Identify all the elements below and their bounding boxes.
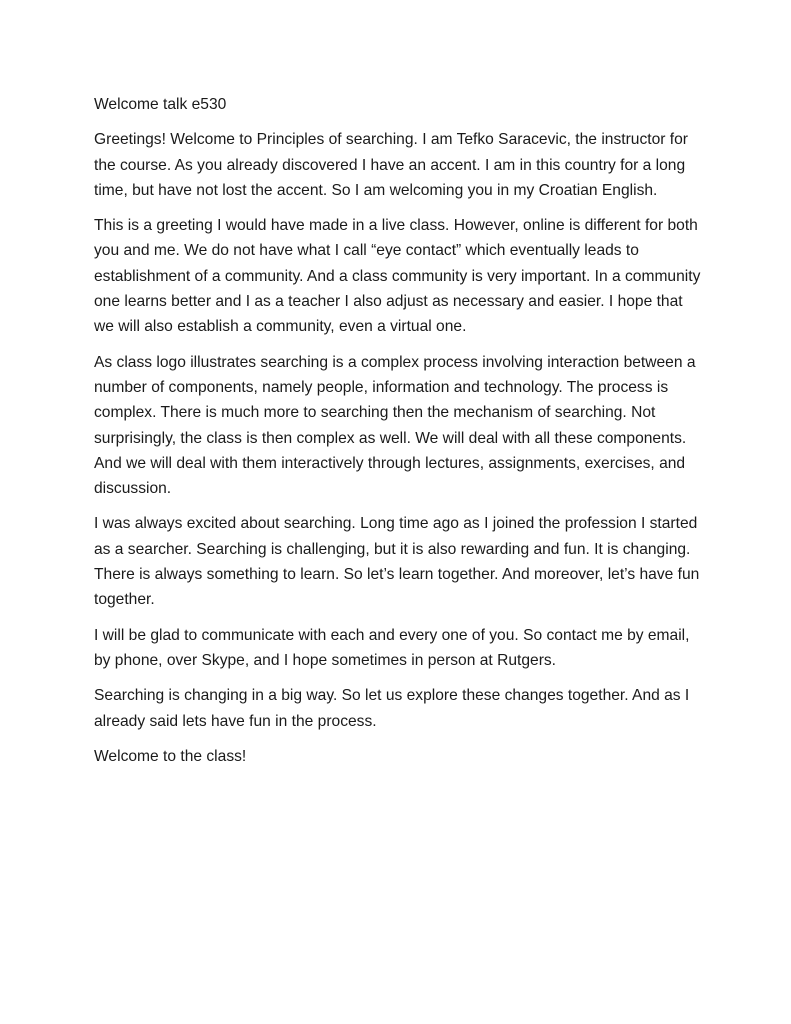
paragraph-greetings: Greetings! Welcome to Principles of searching. I am Tefko Saracevic, the instructor for the course. As you already discovered I have an accent. I am in this country for a long time, but have not lost the accent. So I am welcoming you in my Croatian English. xyxy=(94,131,688,199)
document-title: Welcome talk e530 xyxy=(94,96,227,113)
paragraph-live-class: This is a greeting I would have made in a live class. However, online is different for both you and me. We do not have what I call “eye contact” which eventually leads to establishment of a community. And a class community is very important. In a community one learns better and I as a teacher I also adjust as necessary and easier. I hope that we will also establish a community, even a virtual one. xyxy=(94,217,701,336)
paragraph-welcome: Welcome to the class! xyxy=(94,747,247,765)
paragraph-class-logo: As class logo illustrates searching is a complex process involving interaction between a number of components, namely people, information and technology. The process is complex. There is much more to searching then the mechanism of searching. Not surprisingly, the class is then complex as well. We will deal with all these components. And we will deal with them interactively through lectures, assignments, exercises, and discussion. xyxy=(94,353,696,498)
paragraph-contact: I will be glad to communicate with each and every one of you. So contact me by email, by phone, over Skype, and I hope sometimes in person at Rutgers. xyxy=(94,626,690,669)
paragraph-excited: I was always excited about searching. Long time ago as I joined the profession I started as a searcher. Searching is challenging, but it is also rewarding and fun. It is changing. There is always something to learn. So let’s learn together. And moreover, let’s have fun together. xyxy=(94,515,700,609)
document-body xyxy=(94,92,704,779)
paragraph-changing: Searching is changing in a big way. So let us explore these changes together. And as I already said lets have fun in the process. xyxy=(94,687,690,730)
